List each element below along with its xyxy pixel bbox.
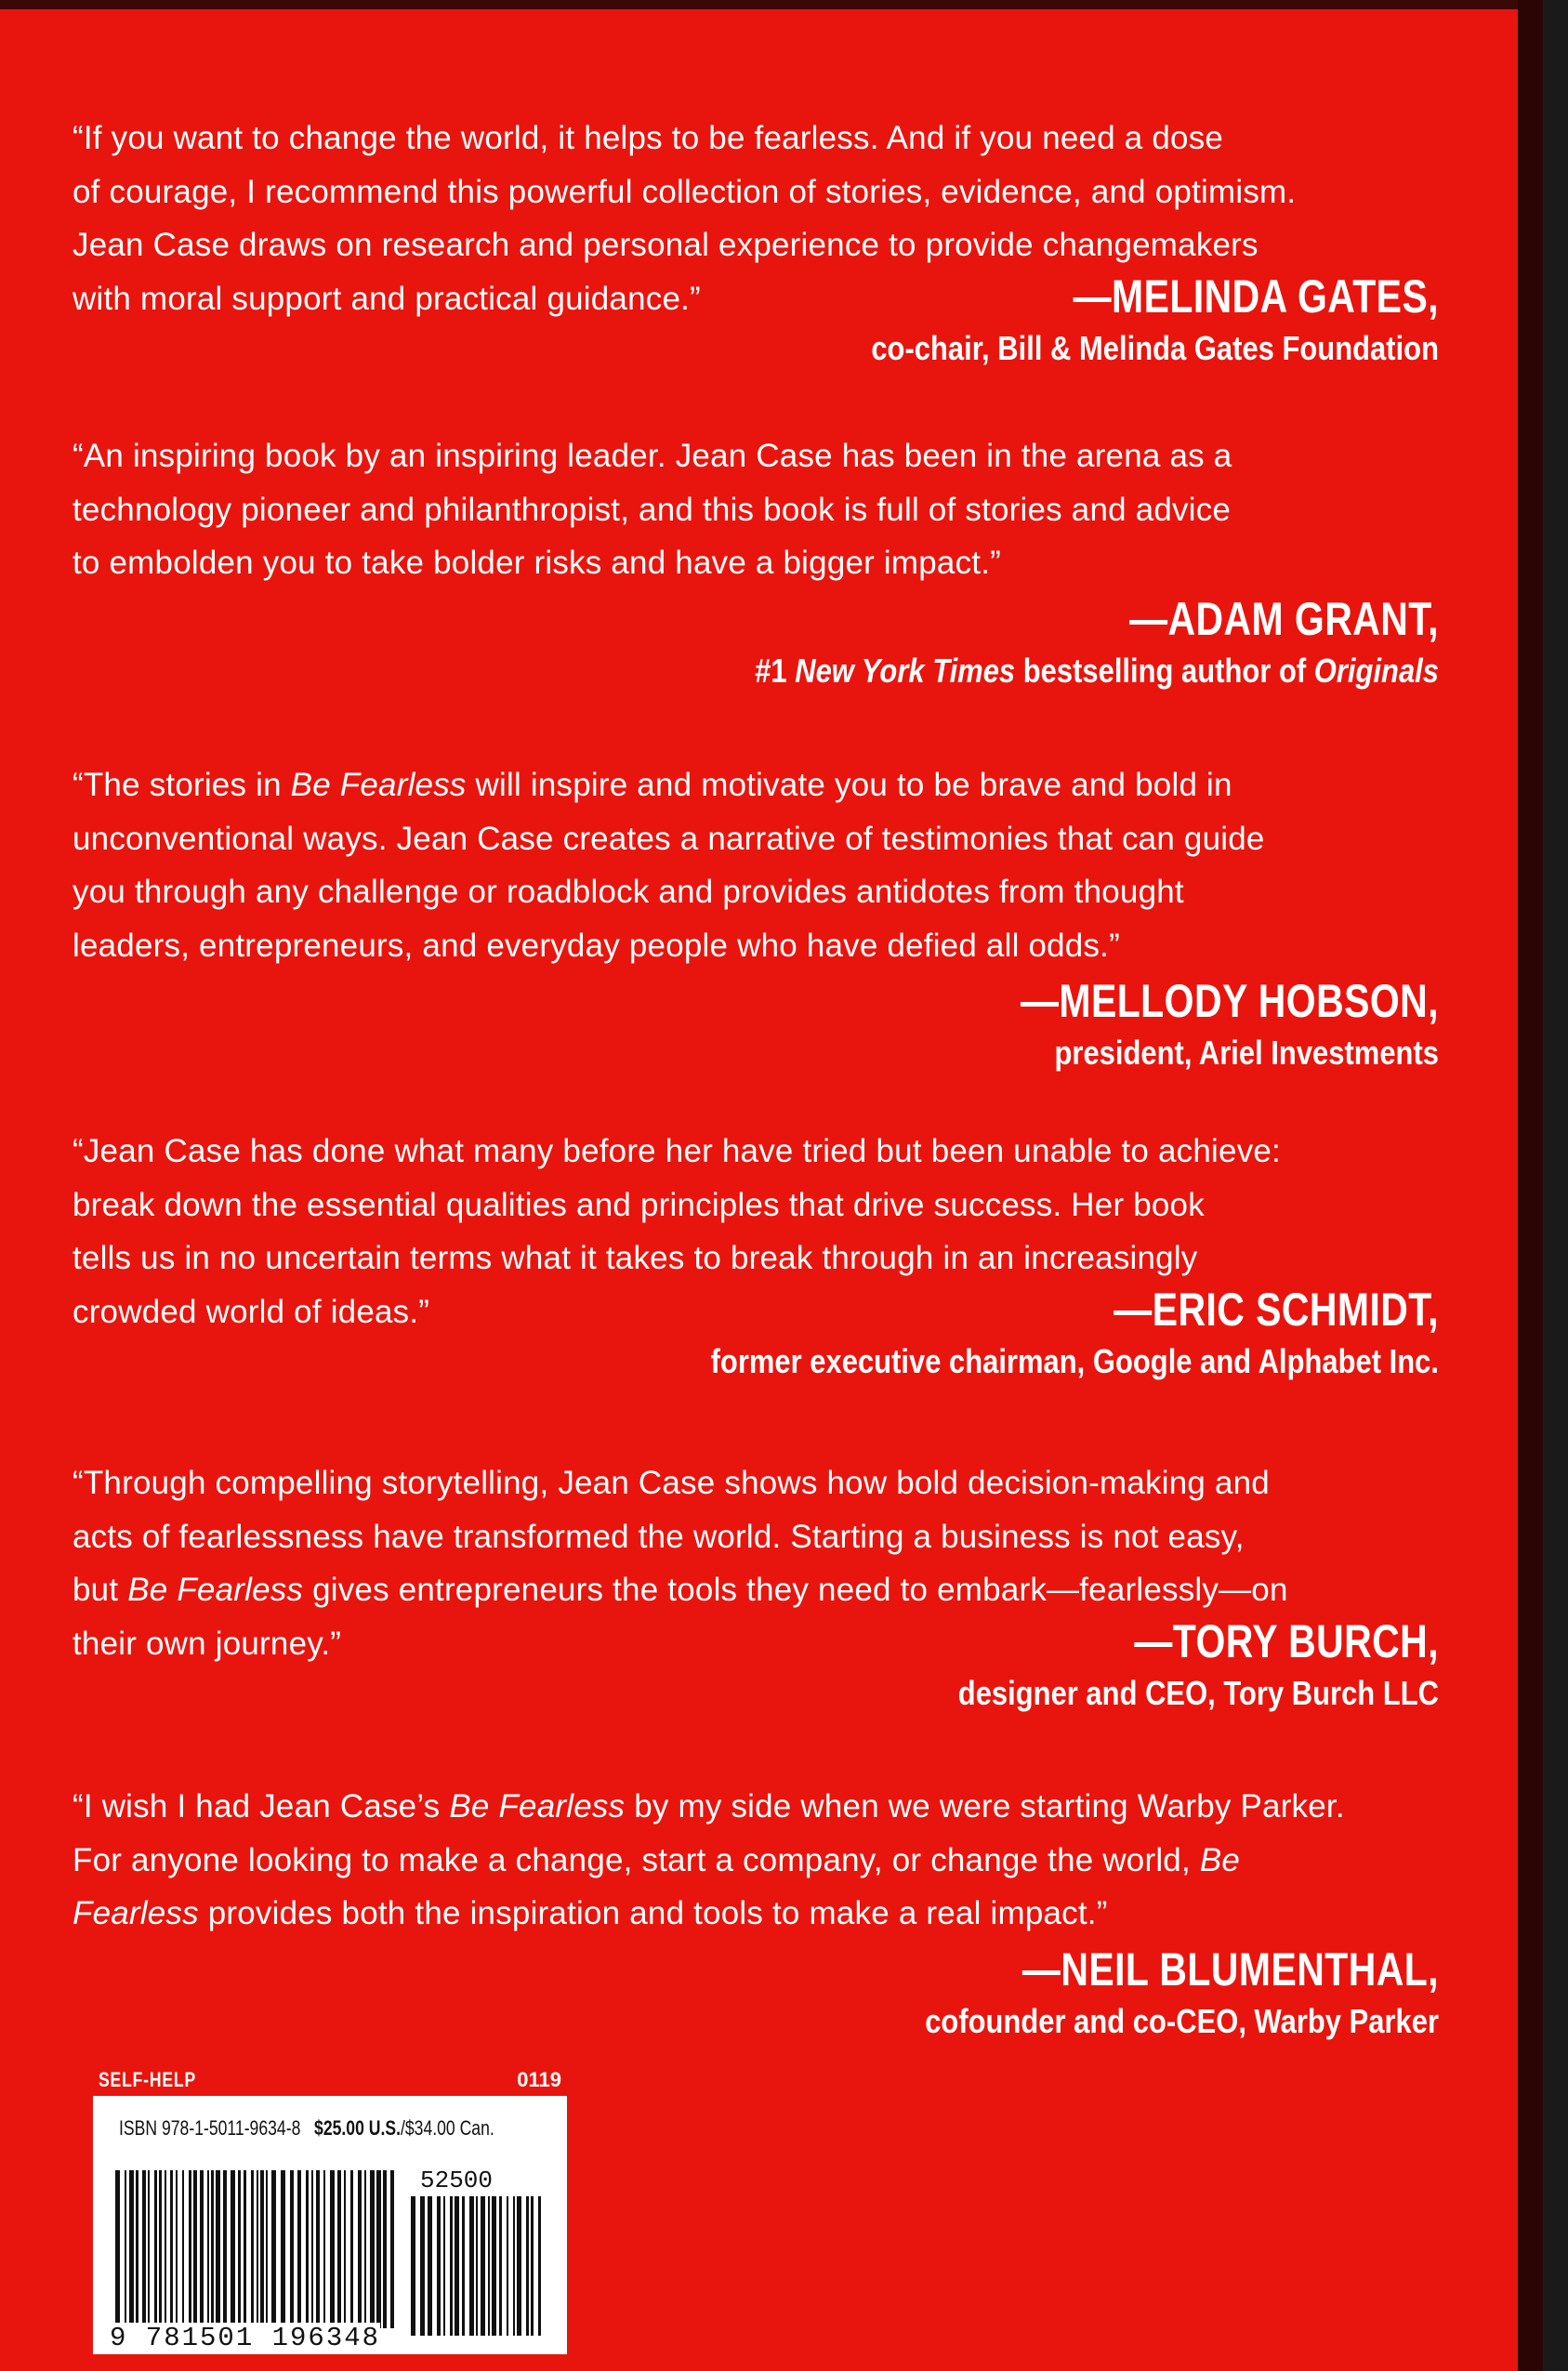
category-label: SELF-HELP <box>99 2068 196 2091</box>
endorser-title <box>264 1338 1439 1385</box>
endorser-title <box>264 1998 1439 2045</box>
title-italic: Originals <box>1313 651 1439 690</box>
endorser-title <box>264 1030 1439 1076</box>
quote-fragment: “Jean Case has done what many before her have tried but been unable to achieve: break down the essential qualities and principles that drive success. Her book tells us in no uncertain terms what it takes to break through in an increasingly crowded world of ideas.” <box>72 1133 1281 1330</box>
top-edge <box>0 0 1543 9</box>
addon-digits: 52500 <box>420 2167 494 2194</box>
attribution <box>72 1941 1439 2045</box>
quote-text <box>72 429 1439 590</box>
title-fragment: former executive chairman, Google and Alphabet Inc. <box>710 1342 1439 1380</box>
price-can: /$34.00 Can. <box>400 2116 494 2140</box>
quote-text <box>72 758 1439 972</box>
title-fragment: president, Ariel Investments <box>1054 1034 1439 1072</box>
endorser-name: —ADAM GRANT, <box>1129 592 1439 645</box>
quote-italic-title: Be Fearless <box>290 767 467 803</box>
print-code: 0119 <box>517 2068 561 2091</box>
title-fragment: bestselling author of <box>1015 651 1314 690</box>
quote-fragment: provides both the inspiration and tools to make a real impact.” <box>198 1895 1108 1931</box>
attribution <box>72 972 1439 1076</box>
blurb <box>72 1125 1439 1385</box>
barcode-label <box>93 2066 567 2354</box>
endorser-name: —ERIC SCHMIDT, <box>1113 1284 1439 1336</box>
quote-fragment: “If you want to change the world, it helps to be fearless. And if you need a dose of courage, I recommend this powerful collection of stories, evidence, and optimism. Jean Case draws on research and personal experience to provide changemakers with moral support and practical guidance.” <box>72 120 1297 317</box>
endorser-title <box>264 1670 1439 1717</box>
quote-italic-title: Be Fearless <box>127 1572 304 1608</box>
spine-edge <box>1518 0 1543 2371</box>
endorser-name: —NEIL BLUMENTHAL, <box>1021 1943 1439 1996</box>
blurb <box>72 758 1439 1076</box>
endorser-title <box>264 325 1439 372</box>
title-fragment: cofounder and co-CEO, Warby Parker <box>925 2001 1439 2040</box>
quote-fragment: “I wish I had Jean Case’s <box>72 1788 450 1824</box>
price-us: $25.00 U.S. <box>314 2116 401 2140</box>
barcode-digits: 9 781501 196348 <box>110 2323 381 2353</box>
attribution <box>72 590 1439 694</box>
endorser-title <box>264 648 1439 694</box>
quote-fragment: “Through compelling storytelling, Jean Case shows how bold decision-making and acts of fearlessness have transformed the world. Starting a business is not easy, but <box>72 1465 1270 1608</box>
endorser-name: —TORY BURCH, <box>1134 1615 1439 1667</box>
quote-fragment: by my side when we were starting Warby Parker. For anyone looking to make a change, start a company, or change the world, <box>72 1788 1345 1878</box>
title-fragment: co-chair, Bill & Melinda Gates Foundation <box>871 329 1439 367</box>
title-fragment: designer and CEO, Tory Burch LLC <box>957 1674 1439 1712</box>
quote-fragment: “The stories in <box>72 767 291 803</box>
quote-text <box>72 1780 1439 1941</box>
quote-fragment: will inspire and motivate you to be brave and bold in unconventional ways. Jean Case creates a narrative of testimonies that can guide you through any challenge or roadblock and provides antidotes from thought leaders, entrepreneurs, and everyday people who have defied all odds.” <box>72 767 1265 964</box>
quote-fragment: gives entrepreneurs the tools they need to embark—fearlessly—on their own journey.” <box>72 1572 1288 1662</box>
blurb <box>72 1780 1439 2045</box>
ean-barcode <box>115 2170 394 2328</box>
endorser-name: —MELINDA GATES, <box>1073 270 1439 323</box>
isbn-price-line <box>119 2116 494 2140</box>
quote-italic-title: Be Fearless <box>72 1841 1241 1931</box>
title-italic: New York Times <box>795 651 1016 690</box>
isbn-number: ISBN 978-1-5011-9634-8 <box>119 2116 301 2140</box>
title-fragment: #1 <box>755 651 796 690</box>
barcode-header <box>93 2066 567 2096</box>
addon-barcode <box>411 2196 541 2336</box>
blurb <box>72 1456 1439 1717</box>
blurb <box>72 112 1439 372</box>
quote-fragment: “An inspiring book by an inspiring leader. Jean Case has been in the arena as a technology pioneer and philanthropist, and this book is full of stories and advice to embolden you to take bolder risks and have a bigger impact.” <box>72 438 1232 581</box>
blurb <box>72 429 1439 694</box>
quote-italic-title: Be Fearless <box>449 1788 626 1824</box>
endorser-name: —MELLODY HOBSON, <box>1020 975 1439 1027</box>
